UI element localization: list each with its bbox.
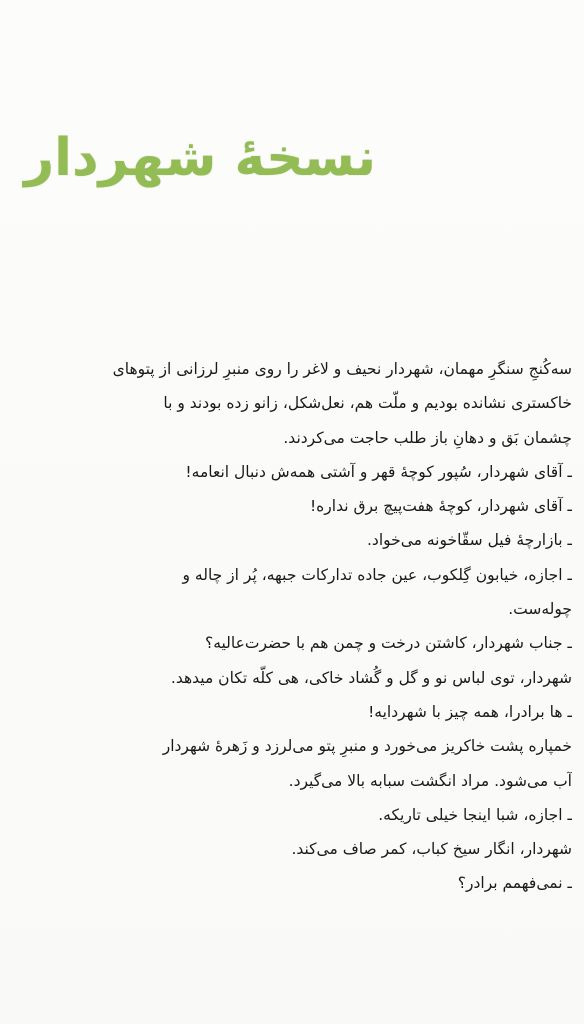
text-line: ـ آقای شهردار، سُپور کوچهٔ قهر و آشتی همه‌ش دنبال انعامه! [185,462,572,481]
text-line: خمپاره پشت خاکریز می‌خورد و منبرِ پتو می‌لرزد و زَهرهٔ شهردار [162,737,572,756]
text-line: خاکستری نشانده بودیم و ملّت هم، نعل‌شکل، زانو زده بودند و با [163,394,572,413]
text-line: ـ ها برادرا، همه چیز با شهردایه! [368,702,572,721]
text-line: ـ بازارچهٔ فیل سقّاخونه می‌خواد. [367,531,572,550]
story-text [16,352,572,901]
text-line: ـ آقای شهردار، کوچهٔ هفت‌پیچ برق نداره! [309,497,572,516]
text-line: شهردار، توی لباس نو و گل و گُشاد خاکی، هی کلّه تکان میدهد. [170,668,572,687]
text-line: ـ اجازه، شبا اینجا خیلی تاریکه. [378,805,572,824]
page-title: نسخهٔ شهردار [24,128,376,188]
text-line: شهردار، انگار سیخ کباب، کمر صاف می‌کند. [291,840,572,859]
text-line: ـ جناب شهردار، کاشتن درخت و چمن هم با حضرت‌عالیه؟ [204,634,572,653]
text-line: چشمان بَق و دهانِ باز طلب حاجت می‌کردند. [283,428,572,447]
text-line: ـ نمی‌فهمم برادر؟ [457,874,572,893]
text-line: آب می‌شود. مراد انگشت سبابه بالا می‌گیرد. [288,771,572,790]
text-line: چوله‌ست. [508,600,572,619]
text-line: ـ اجازه، خیابون گِلکوب، عین جاده تدارکات جبهه، پُر از چاله و [182,565,572,584]
text-line: سه‌کُنجِ سنگرِ مهمان، شهردار نحیف و لاغر را روی منبرِ لرزانی از پتوهای [112,360,572,378]
